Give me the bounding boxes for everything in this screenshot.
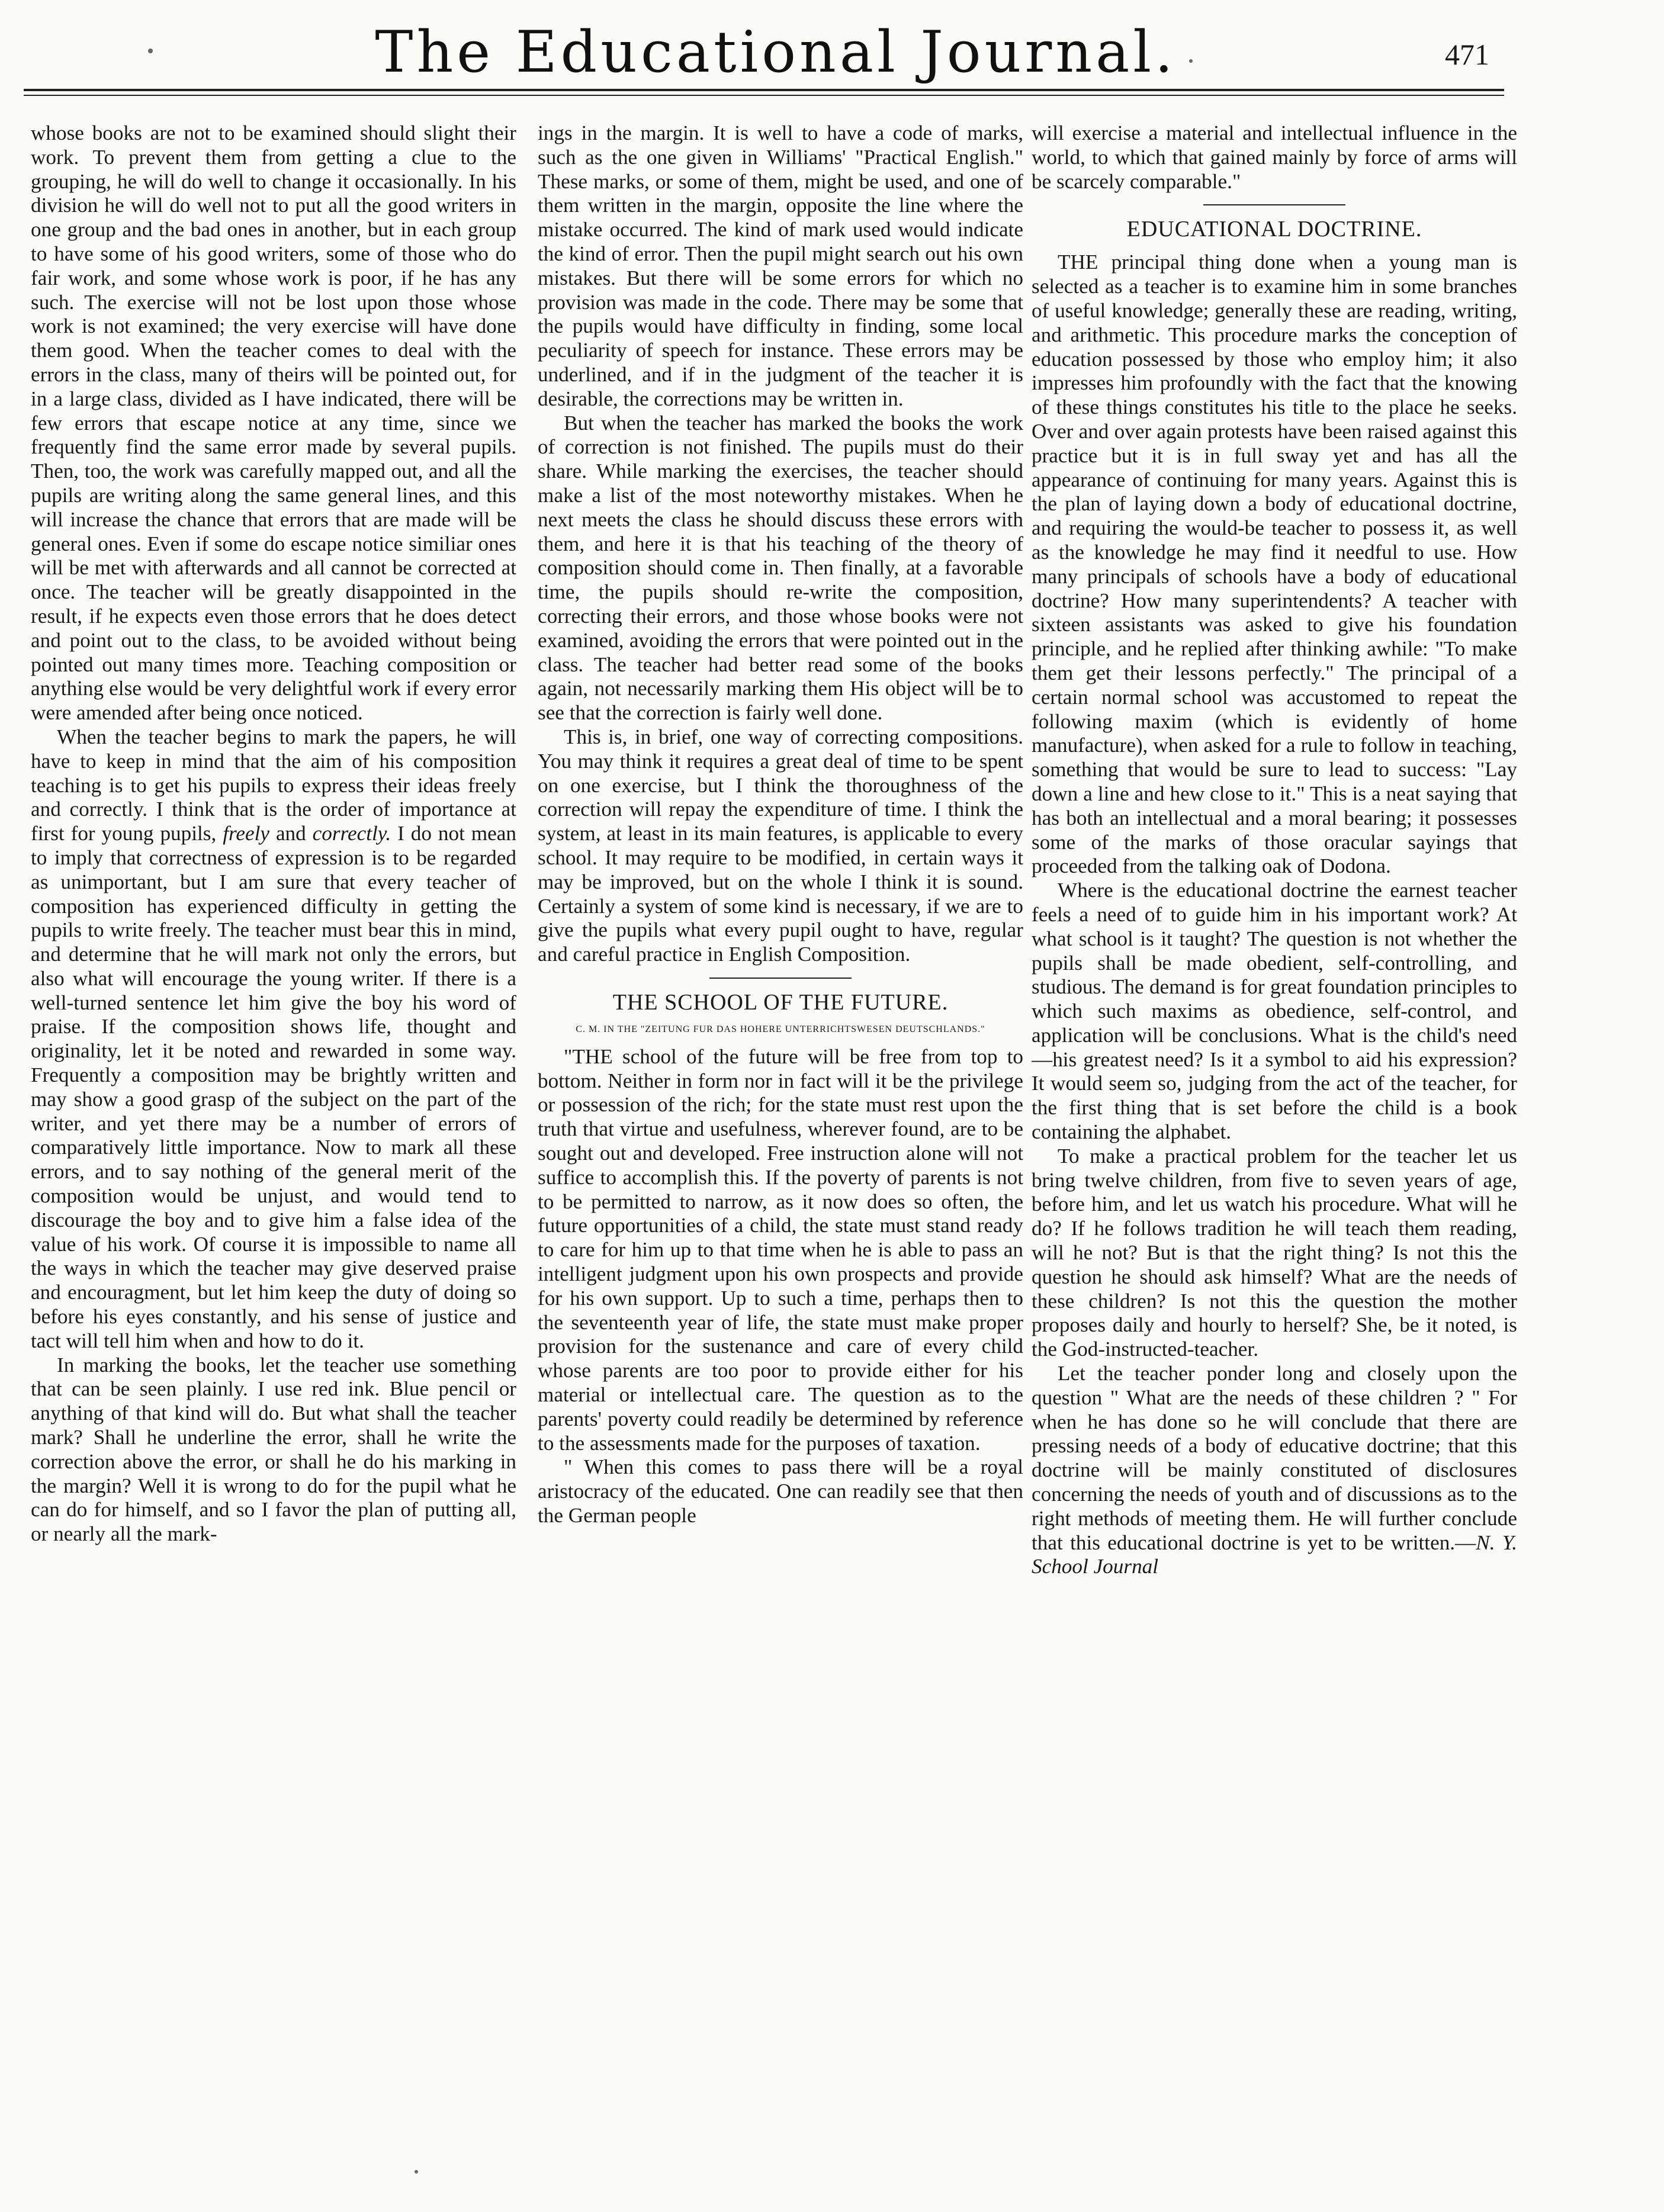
column-1 [31,121,516,2182]
article-heading: THE SCHOOL OF THE FUTURE. [612,989,949,1015]
paragraph: But when the teacher has marked the books the work of correction is not finished. The pupils must do their share. While marking the exercises, the teacher should make a list of the most noteworthy mistakes. When he next meets the class he should discuss these errors with them, and here it is that his teaching of the theory of composition should come in. Then finally, at a favorable time, the pupils should re-write the composition, correcting their errors, and those whose books were not examined, avoiding the errors that were pointed out in the class. The teacher had better read some of the books again, not necessarily marking them His object will be to see that the correction is fairly well done. [538,411,1023,725]
article-byline: C. M. IN THE "ZEITUNG FUR DAS HOHERE UNTERRICHTSWESEN DEUTSCHLANDS." [576,1024,985,1034]
paragraph: "THE school of the future will be free from top to bottom. Neither in form nor in fact will it be the privilege or possession of the rich; for the state must rest upon the truth that virtue and usefulness, wherever found, are to be sought out and developed. Free instruction alone will not suffice to accomplish this. If the poverty of parents is not to be permitted to narrow, as it now does so often, the future opportunities of a child, the state must stand ready to care for him up to that time when he is able to pass an intelligent judgment upon his own prospects and provide for his own support. Up to such a time, perhaps then to the seventeenth year of life, the state must make proper provision for the sustenance and care of every child whose parents are too poor to provide either for his material or intellectual care. The question as to the parents' poverty could readily be determined by reference to the assessments made for the purposes of taxation. [538,1044,1023,1455]
section-divider [709,978,852,979]
journal-title: The Educational Journal. [375,19,1177,85]
italic-word: freely [223,822,270,845]
paragraph: To make a practical problem for the teacher let us bring twelve children, from five to seven years of age, before him, and let us watch his procedure. What will he do? If he follows tradition he will teach them reading, will he not? But is that the right thing? Is not this the question he should ask himself? What are the needs of these children? Is not this the question the mother proposes daily and hourly to herself? She, be it noted, is the God-instructed-teacher. [1032,1144,1517,1361]
text-run: and [269,822,313,845]
column-3 [1032,121,1517,2182]
paragraph: will exercise a material and intellectual influence in the world, to which that gained mainly by force of arms will be scarcely comparable." [1032,121,1517,193]
header-rule-thin [24,95,1504,96]
text-run: Let the teacher ponder long and closely upon the question " What are the needs of these children ? " For when he has done so he will conclude that there are pressing needs of a body of educative doctrine; that this doctrine will be mainly constituted of disclosures concerning the needs of youth and of discussions as to the right methods of meeting them. He will further conclude that this educational doctrine is yet to be written.— [1032,1362,1517,1554]
paragraph [31,725,516,1353]
page-number: 471 [1445,38,1489,71]
italic-word: correctly. [312,822,391,845]
paragraph [1032,1362,1517,1579]
text-run: When the teacher begins to mark the papers, he will have to keep in mind that the aim of his composition teaching is to get his pupils to express their ideas freely and correctly. I think that is the order of importance at first for young pupils, [31,725,516,845]
column-2 [538,121,1023,2182]
paragraph: This is, in brief, one way of correcting compositions. You may think it requires a great deal of time to be spent on one exercise, but I think the thoroughness of the correction will repay the expenditure of time. I think the system, at least in its main features, is applicable to every school. It may require to be modified, in certain ways it may be improved, but on the whole I think it is sound. Certainly a system of some kind is necessary, if we are to give the pupils what every pupil ought to have, regular and careful practice in English Composition. [538,725,1023,966]
header-rule-thick [24,89,1504,91]
paragraph: In marking the books, let the teacher use something that can be seen plainly. I use red ink. Blue pencil or anything of that kind will do. But what shall the teacher mark? Shall he underline the error, shall he write the correction above the error, or shall he do his marking in the margin? Well it is wrong to do for the pupil what he can do for himself, and so I favor the plan of putting all, or nearly all the mark- [31,1353,516,1546]
section-divider [1203,204,1345,205]
source-credit: N. Y. School Journal [1032,1531,1517,1578]
masthead [0,0,1664,89]
article-heading: EDUCATIONAL DOCTRINE. [1126,217,1422,242]
scan-speck [1189,59,1193,63]
paragraph: THE principal thing done when a young man is selected as a teacher is to examine him in some branches of useful knowledge; generally these are reading, writing, and arithmetic. This procedure marks the conception of education possessed by those who employ him; it also impresses him profoundly with the fact that the knowing of these things constitutes his title to the place he seeks. Over and over again protests have been raised against this practice but it is in full sway yet and has all the appearance of continuing for many years. Against this is the plan of laying down a body of educational doctrine, and requiring the would-be teacher to possess it, as well as the knowledge he may find it needful to use. How many principals of schools have a body of educational doctrine? How many superintendents? A teacher with sixteen assistants was asked to give his foundation principle, and he replied after thinking awhile: "To make them get their lessons perfectly." The principal of a certain normal school was accustomed to repeat the following maxim (which is evidently of home manufacture), when asked for a rule to follow in teaching, something that would be sure to lead to success: "Lay down a line and hew close to it." This is a neat saying that has both an intellectual and a moral bearing; it possesses some of the marks of those oracular sayings that proceeded from the talking oak of Dodona. [1032,250,1517,878]
paragraph: Where is the educational doctrine the earnest teacher feels a need of to guide him in his important work? At what school is it taught? The question is not whether the pupils shall be made obedient, self-controlling, and studious. The demand is for great foundation principles to which such maxims as obedience, self-control, and application will be conclusions. What is the child's need—his greatest need? Is it a symbol to aid his expression? It would seem so, judging from the act of the teacher, for the first thing that is set before the child is a book containing the alphabet. [1032,879,1517,1144]
text-run: I do not mean to imply that correctness of expression is to be regarded as unimportant, but I am sure that every teacher of composition has experienced difficulty in getting the pupils to write freely. The teacher must bear this in mind, and determine that he will mark not only the errors, but also what will encourage the young writer. If there is a well-turned sentence let him give the boy his word of praise. If the composition shows life, thought and originality, let it be noted and rewarded in some way. Frequently a composition may be brightly written and may show a good grasp of the subject on the part of the writer, and yet there may be a number of errors of comparatively little importance. Now to mark all these errors, and to say nothing of the general merit of the composition would be unjust, and would tend to discourage the boy and to give him a false idea of the value of his work. Of course it is impossible to name all the ways in which the teacher may give deserved praise and encouragment, but let him keep the duty of doing so before his eyes constantly, and his sense of justice and tact will tell him when and how to do it. [31,822,516,1352]
scan-speck [148,49,153,53]
paragraph: ings in the margin. It is well to have a code of marks, such as the one given in Williams' "Practical English." These marks, or some of them, might be used, and one of them written in the margin, opposite the line where the mistake occurred. The kind of mark used would indicate the kind of error. Then the pupil might search out his own mistakes. But there will be some errors for which no provision was made in the code. There may be some that the pupils would have difficulty in finding, some local peculiarity of speech for instance. These errors may be underlined, and if in the judgment of the teacher it is desirable, the corrections may be written in. [538,121,1023,410]
paragraph: whose books are not to be examined should slight their work. To prevent them from getting a clue to the grouping, he will do well to change it occasionally. In his division he will do well not to put all the good writers in one group and the bad ones in another, but in each group to have some of his good writers, some of those who do fair work, and some whose work is poor, if he has any such. The exercise will not be lost upon those whose work is not examined; the very exercise will have done them good. When the teacher comes to deal with the errors in the class, many of theirs will be pointed out, for in a large class, divided as I have indicated, there will be few errors that escape notice at any time, since we frequently find the same error made by several pupils. Then, too, the work was carefully mapped out, and all the pupils are writing along the same general lines, and this will increase the chance that errors that are made will be general ones. Even if some do escape notice similiar ones will be met with afterwards and all cannot be corrected at once. The teacher will be greatly disappointed in the result, if he expects even those errors that he does detect and point out to the class, to be avoided without being pointed out many times more. Teaching composition or anything else would be very delightful work if every error were amended after being once noticed. [31,121,516,725]
paragraph: " When this comes to pass there will be a royal aristocracy of the educated. One can readily see that then the German people [538,1455,1023,1528]
scan-speck [415,2170,418,2174]
